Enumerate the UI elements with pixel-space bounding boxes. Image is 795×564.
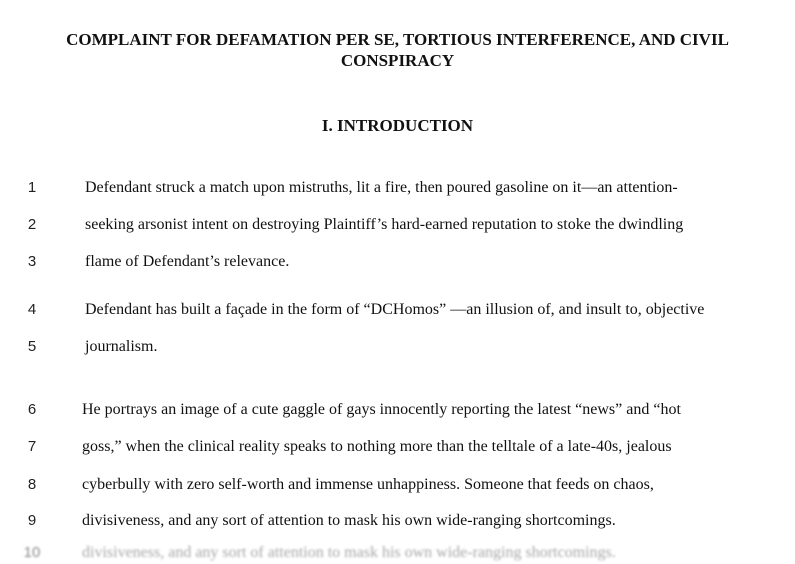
line-text: divisiveness, and any sort of attention to mask his own wide-ranging shortcomings. [82,512,616,529]
document-line [0,214,795,236]
line-number: 1 [27,179,37,196]
line-text: journalism. [85,338,158,355]
document-line [0,299,795,321]
line-number: 9 [27,512,37,529]
document-line [0,399,795,421]
line-number: 6 [27,401,37,418]
document-line [0,177,795,199]
line-text: Defendant struck a match upon mistruths, lit a fire, then poured gasoline on it—an attention- [85,179,678,196]
line-text: seeking arsonist intent on destroying Plaintiff’s hard-earned reputation to stoke the dwindling [85,216,684,233]
line-number: 8 [27,476,37,493]
ghost-line-number: 10 [23,544,41,561]
document-line [0,336,795,358]
document-title: COMPLAINT FOR DEFAMATION PER SE, TORTIOUS INTERFERENCE, AND CIVIL CONSPIRACY [66,30,729,70]
line-number: 7 [27,438,37,455]
line-text: goss,” when the clinical reality speaks to nothing more than the telltale of a late-40s, jealous [82,438,672,455]
document-line [0,510,795,532]
line-text: cyberbully with zero self-worth and immense unhappiness. Someone that feeds on chaos, [82,476,654,493]
line-number: 5 [27,338,37,355]
line-number: 4 [27,301,37,318]
section-heading: I. INTRODUCTION [321,116,474,135]
line-number: 3 [27,253,37,270]
document-line [0,251,795,273]
document-line [0,474,795,496]
line-text: He portrays an image of a cute gaggle of gays innocently reporting the latest “news” and “hot [82,401,681,418]
ghost-line-text: divisiveness, and any sort of attention to mask his own wide-ranging shortcomings. [82,544,616,561]
document-line [0,436,795,458]
line-number: 2 [27,216,37,233]
line-text: Defendant has built a façade in the form of “DCHomos” —an illusion of, and insult to, objective [85,301,705,318]
line-text: flame of Defendant’s relevance. [85,253,290,270]
